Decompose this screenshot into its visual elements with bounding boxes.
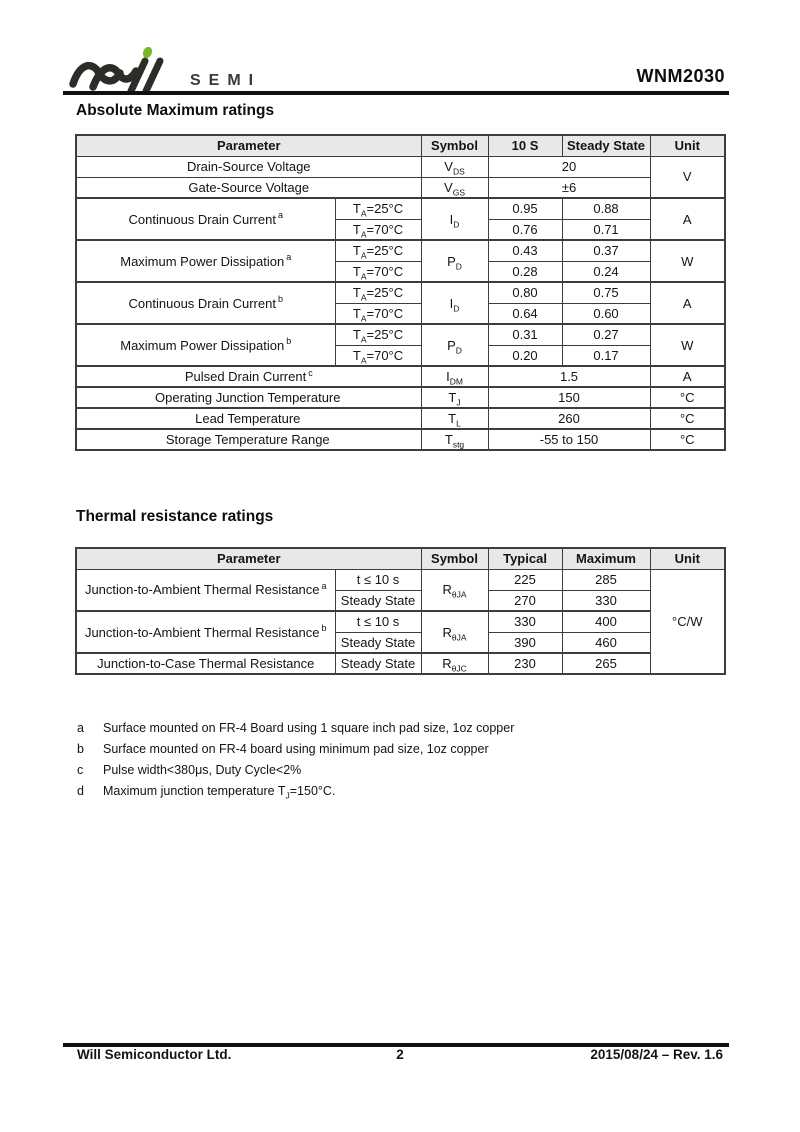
section-title-thermal-resistance: Thermal resistance ratings — [76, 508, 274, 525]
table-row — [76, 366, 725, 387]
col-header-unit: Unit — [650, 135, 725, 156]
maximum-cell: 400 — [562, 611, 650, 632]
condition-cell: Steady State — [335, 653, 421, 674]
col-header-steady-state: Steady State — [562, 135, 650, 156]
thermal-resistance-table — [75, 547, 726, 675]
table-row — [76, 198, 725, 219]
value-cell: 0.71 — [562, 219, 650, 240]
table-row — [76, 653, 725, 674]
logo-green-dot — [141, 46, 153, 59]
col-header-symbol: Symbol — [421, 135, 488, 156]
footnote-a — [77, 722, 677, 735]
footnote-label: d — [77, 784, 84, 798]
unit-cell: A — [650, 366, 725, 387]
value-cell: 0.95 — [488, 198, 562, 219]
value-cell: 0.28 — [488, 261, 562, 282]
value-cell: 0.20 — [488, 345, 562, 366]
condition-cell: t ≤ 10 s — [335, 611, 421, 632]
value-cell: 20 — [488, 156, 650, 177]
symbol-cell: $I_D$ — [421, 198, 488, 240]
maximum-cell: 330 — [562, 590, 650, 611]
typical-cell: 330 — [488, 611, 562, 632]
table-header-row — [76, 135, 725, 156]
col-header-symbol: Symbol — [421, 548, 488, 569]
table-header-row — [76, 548, 725, 569]
value-cell: 260 — [488, 408, 650, 429]
condition-cell: $T_A=70^\circ C$ — [335, 219, 421, 240]
unit-cell: A — [650, 282, 725, 324]
param-cell: Drain-Source Voltage — [76, 156, 421, 177]
symbol-cell: $P_D$ — [421, 324, 488, 366]
absolute-maximum-table — [75, 134, 726, 451]
value-cell: -55 to 150 — [488, 429, 650, 450]
symbol-cell: $T_{stg}$ — [421, 429, 488, 450]
value-cell: 0.64 — [488, 303, 562, 324]
table-row — [76, 177, 725, 198]
condition-cell: $T_A=25^\circ C$ — [335, 282, 421, 303]
condition-cell: $T_A=25^\circ C$ — [335, 198, 421, 219]
footer-page-number: 2 — [396, 1047, 404, 1062]
footnote-c — [77, 764, 677, 777]
maximum-cell: 265 — [562, 653, 650, 674]
value-cell: 150 — [488, 387, 650, 408]
value-cell: 0.27 — [562, 324, 650, 345]
footer-company: Will Semiconductor Ltd. — [77, 1047, 232, 1062]
footnote-text: Surface mounted on FR-4 board using minimum pad size, 1oz copper — [103, 742, 489, 756]
param-cell: Maximum Power Dissipation $^b$ — [76, 324, 335, 366]
param-cell: Junction-to-Case Thermal Resistance — [76, 653, 335, 674]
param-cell: Lead Temperature — [76, 408, 421, 429]
unit-cell: W — [650, 240, 725, 282]
value-cell: 0.80 — [488, 282, 562, 303]
param-cell: Junction-to-Ambient Thermal Resistance $^a$ — [76, 569, 335, 611]
unit-cell: °C — [650, 429, 725, 450]
footnote-text: Maximum junction temperature $T_J=150^\circ C$. — [103, 784, 336, 801]
table-row — [76, 429, 725, 450]
symbol-cell: $P_D$ — [421, 240, 488, 282]
footnote-label: b — [77, 742, 84, 756]
table-row — [76, 569, 725, 590]
typical-cell: 225 — [488, 569, 562, 590]
unit-cell: °C — [650, 408, 725, 429]
unit-cell: V — [650, 156, 725, 198]
footnote-text: Pulse width<380μs, Duty Cycle<2% — [103, 763, 302, 777]
value-cell: 0.75 — [562, 282, 650, 303]
value-cell: 1.5 — [488, 366, 650, 387]
unit-cell: °C/W — [650, 569, 725, 674]
table-row — [76, 240, 725, 261]
footnote-label: a — [77, 721, 84, 735]
symbol-cell: $V_{GS}$ — [421, 177, 488, 198]
typical-cell: 230 — [488, 653, 562, 674]
value-cell: 0.88 — [562, 198, 650, 219]
condition-cell: Steady State — [335, 590, 421, 611]
unit-cell: °C — [650, 387, 725, 408]
condition-cell: $T_A=70^\circ C$ — [335, 303, 421, 324]
symbol-cell: $R_{\theta JA}$ — [421, 569, 488, 611]
table-row — [76, 324, 725, 345]
typical-cell: 390 — [488, 632, 562, 653]
param-cell: Operating Junction Temperature — [76, 387, 421, 408]
maximum-cell: 460 — [562, 632, 650, 653]
footnote-d — [77, 784, 677, 801]
footnote-label: c — [77, 763, 84, 777]
col-header-typical: Typical — [488, 548, 562, 569]
footnotes — [77, 722, 677, 806]
value-cell: 0.17 — [562, 345, 650, 366]
col-header-10s: 10 S — [488, 135, 562, 156]
condition-cell: Steady State — [335, 632, 421, 653]
symbol-cell: $V_{DS}$ — [421, 156, 488, 177]
value-cell: 0.43 — [488, 240, 562, 261]
footer-rule — [63, 1043, 729, 1047]
param-cell: Storage Temperature Range — [76, 429, 421, 450]
footnote-text: Surface mounted on FR-4 Board using 1 square inch pad size, 1oz copper — [103, 721, 515, 735]
value-cell: 0.60 — [562, 303, 650, 324]
value-cell: 0.37 — [562, 240, 650, 261]
col-header-maximum: Maximum — [562, 548, 650, 569]
value-cell: 0.24 — [562, 261, 650, 282]
typical-cell: 270 — [488, 590, 562, 611]
condition-cell: $T_A=70^\circ C$ — [335, 261, 421, 282]
footnote-b — [77, 743, 677, 756]
value-cell: 0.76 — [488, 219, 562, 240]
symbol-cell: $I_{DM}$ — [421, 366, 488, 387]
condition-cell: $T_A=25^\circ C$ — [335, 324, 421, 345]
table-row — [76, 387, 725, 408]
col-header-unit: Unit — [650, 548, 725, 569]
symbol-cell: $R_{\theta JC}$ — [421, 653, 488, 674]
condition-cell: $T_A=25^\circ C$ — [335, 240, 421, 261]
col-header-parameter: Parameter — [76, 548, 421, 569]
col-header-parameter: Parameter — [76, 135, 421, 156]
part-number: WNM2030 — [636, 66, 725, 86]
param-cell: Continuous Drain Current $^a$ — [76, 198, 335, 240]
param-cell: Continuous Drain Current $^b$ — [76, 282, 335, 324]
param-cell: Pulsed Drain Current $^c$ — [76, 366, 421, 387]
table-row — [76, 156, 725, 177]
value-cell: 0.31 — [488, 324, 562, 345]
brand-semi-text: SEMI — [190, 72, 262, 89]
header-rule — [63, 91, 729, 95]
unit-cell: A — [650, 198, 725, 240]
table-row — [76, 282, 725, 303]
param-cell: Junction-to-Ambient Thermal Resistance $^b$ — [76, 611, 335, 653]
unit-cell: W — [650, 324, 725, 366]
maximum-cell: 285 — [562, 569, 650, 590]
footer-revision: 2015/08/24 – Rev. 1.6 — [590, 1047, 723, 1062]
symbol-cell: $R_{\theta JA}$ — [421, 611, 488, 653]
table-row — [76, 611, 725, 632]
condition-cell: t ≤ 10 s — [335, 569, 421, 590]
section-title-absolute-maximum: Absolute Maximum ratings — [76, 102, 275, 119]
symbol-cell: $T_J$ — [421, 387, 488, 408]
symbol-cell: $T_L$ — [421, 408, 488, 429]
symbol-cell: $I_D$ — [421, 282, 488, 324]
param-cell: Maximum Power Dissipation $^a$ — [76, 240, 335, 282]
param-cell: Gate-Source Voltage — [76, 177, 421, 198]
table-row — [76, 408, 725, 429]
condition-cell: $T_A=70^\circ C$ — [335, 345, 421, 366]
value-cell: ±6 — [488, 177, 650, 198]
